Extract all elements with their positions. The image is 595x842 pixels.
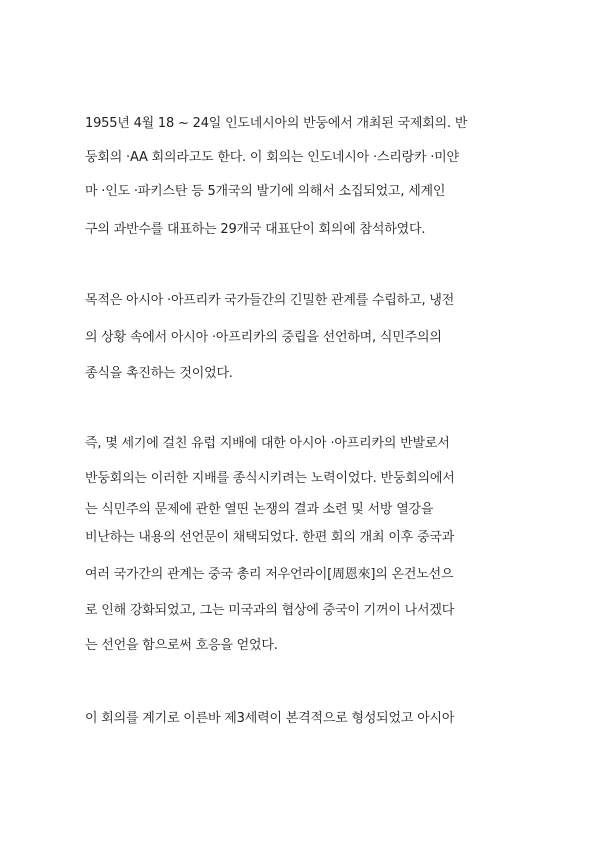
paragraph-1-line-1: 1955년 4월 18 ~ 24일 인도네시아의 반둥에서 개최된 국제회의. 반 — [85, 116, 468, 131]
paragraph-2-line-3: 종식을 촉진하는 것이었다. — [85, 366, 233, 381]
paragraph-4-line-1: 이 회의를 계기로 이른바 제3세력이 본격적으로 형성되었고 아시아 — [85, 711, 455, 726]
paragraph-1-line-4: 구의 과반수를 대표하는 29개국 대표단이 회의에 참석하였다. — [85, 222, 426, 237]
paragraph-2-line-2: 의 상황 속에서 아시아 ·아프리카의 중립을 선언하며, 식민주의의 — [85, 330, 442, 345]
paragraph-1-line-2: 둥회의 ·AA 회의라고도 한다. 이 회의는 인도네시아 ·스리랑카 ·미얀 — [85, 150, 459, 165]
paragraph-3-line-3: 는 식민주의 문제에 관한 열띤 논쟁의 결과 소련 및 서방 열강을 — [85, 502, 434, 517]
paragraph-3-line-7: 는 선언을 함으로써 호응을 얻었다. — [85, 638, 278, 653]
paragraph-2-line-1: 목적은 아시아 ·아프리카 국가들간의 긴밀한 관계를 수립하고, 냉전 — [85, 293, 455, 308]
paragraph-3-line-5: 여러 국가간의 관계는 중국 총리 저우언라이[周恩來]의 온건노선으 — [85, 567, 454, 582]
paragraph-3-line-4: 비난하는 내용의 선언문이 채택되었다. 한편 회의 개최 이후 중국과 — [85, 530, 455, 545]
paragraph-3-line-2: 반둥회의는 이러한 지배를 종식시키려는 노력이었다. 반둥회의에서 — [85, 471, 455, 486]
paragraph-3-line-6: 로 인해 강화되었고, 그는 미국과의 협상에 중국이 기꺼이 나서겠다 — [85, 603, 455, 618]
paragraph-3-line-1: 즉, 몇 세기에 걸친 유럽 지배에 대한 아시아 ·아프리카의 반발로서 — [85, 436, 450, 451]
paragraph-1-line-3: 마 ·인도 ·파키스탄 등 5개국의 발기에 의해서 소집되었고, 세계인 — [85, 184, 446, 199]
